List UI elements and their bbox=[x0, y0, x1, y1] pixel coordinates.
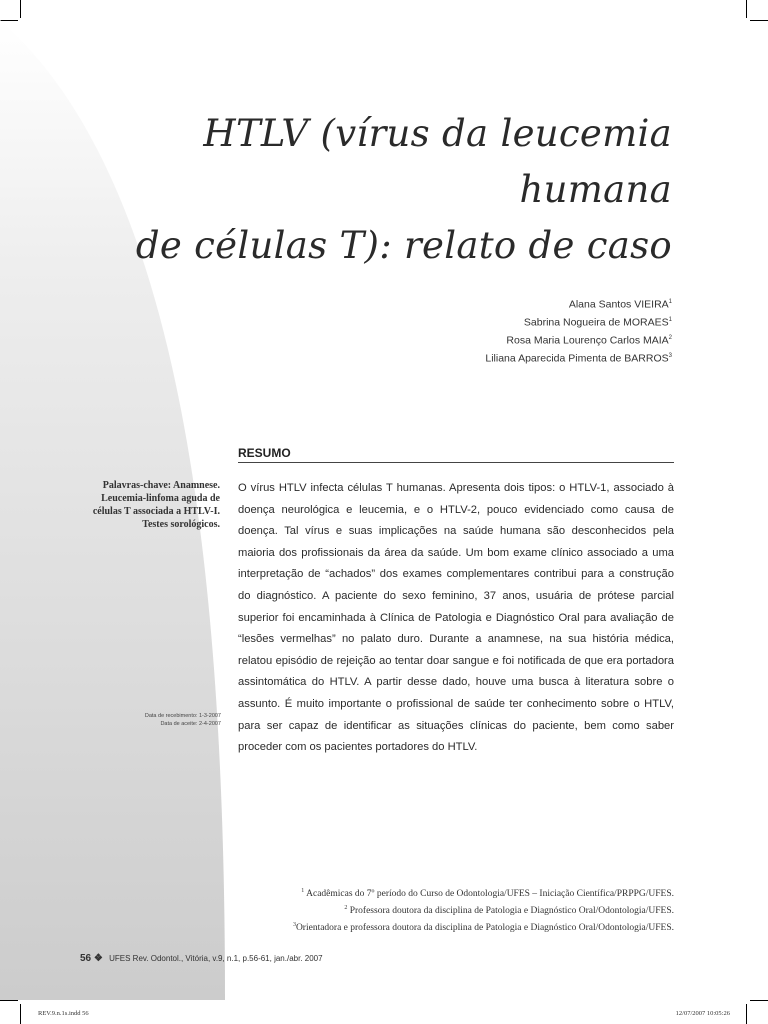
keywords: Palavras-chave: Anamnese. Leucemia-linfoma aguda de células T associada a HTLV-I. Testes sorológicos. bbox=[92, 480, 220, 530]
title-line-2: de células T): relato de caso bbox=[135, 224, 672, 267]
crop-mark bbox=[750, 1000, 768, 1001]
crop-mark bbox=[20, 1004, 21, 1024]
article-title bbox=[72, 106, 672, 274]
submission-dates bbox=[90, 712, 221, 728]
resumo-heading: RESUMO bbox=[238, 446, 674, 463]
crop-mark bbox=[746, 0, 747, 18]
crop-mark bbox=[20, 0, 21, 18]
footnotes bbox=[174, 884, 674, 935]
print-slug-file: REV.9.n.1s.indd 56 bbox=[38, 1010, 89, 1017]
author: Liliana Aparecida Pimenta de BARROS$^3$ bbox=[485, 352, 672, 365]
date-received: Data de recebimento: 1-3-2007 bbox=[144, 713, 221, 719]
crop-mark bbox=[746, 1004, 747, 1024]
footnote: $^1$ Acadêmicas do 7º período do Curso de Odontologia/UFES – Iniciação Científica/PRPPG/UFES. bbox=[301, 888, 674, 900]
crop-mark bbox=[750, 20, 768, 21]
title-line-1: HTLV (vírus da leucemia humana bbox=[203, 112, 672, 211]
journal-citation: UFES Rev. Odontol., Vitória, v.9, n.1, p.56-61, jan./abr. 2007 bbox=[109, 954, 323, 963]
page-footer bbox=[80, 953, 323, 964]
author: Rosa Maria Lourenço Carlos MAIA$^2$ bbox=[506, 334, 672, 347]
footnote: $^3$Orientadora e professora doutora da disciplina de Patologia e Diagnóstico Oral/Odontologia/UFES. bbox=[292, 922, 674, 934]
page-number: 56 ❖ bbox=[80, 953, 103, 964]
crop-mark bbox=[0, 1000, 18, 1001]
footnote: $^2$ Professora doutora da disciplina de Patologia e Diagnóstico Oral/Odontologia/UFES. bbox=[344, 905, 674, 917]
print-slug-timestamp: 12/07/2007 10:05:26 bbox=[675, 1010, 730, 1017]
author: Alana Santos VIEIRA$^1$ bbox=[568, 298, 672, 311]
author: Sabrina Nogueira de MORAES$^1$ bbox=[523, 316, 672, 329]
abstract-text: O vírus HTLV infecta células T humanas. Apresenta dois tipos: o HTLV-1, associado à doença neurológica e leucemia, e o HTLV-2, pouco evidenciado como causa de doença. Tal vírus e suas implicações na saúde humana são desconhecidos pela maioria dos profissionais da área da saúde. Um bom exame clínico associado a uma interpretação de “achados” dos exames complementares contribui para a construção do diagnóstico. A paciente do sexo feminino, 37 anos, usuária de prótese parcial superior foi encaminhada à Clínica de Patologia e Diagnóstico Oral para avaliação de “lesões vermelhas” no palato duro. Durante a anamnese, na sua história médica, relatou episódio de rejeição ao tentar doar sangue e foi notificada de que era portadora assintomática do HTLV. A partir desse dado, houve uma busca à literatura sobre o assunto. É muito importante o profissional de saúde ter conhecimento sobre o HTLV, para ser capaz de identificar as situações clínicas do paciente, bem como saber proceder com os pacientes portadores do HTLV. bbox=[238, 482, 674, 754]
date-accepted: Data de aceite: 2-4-2007 bbox=[160, 721, 221, 727]
author-list bbox=[312, 295, 672, 367]
